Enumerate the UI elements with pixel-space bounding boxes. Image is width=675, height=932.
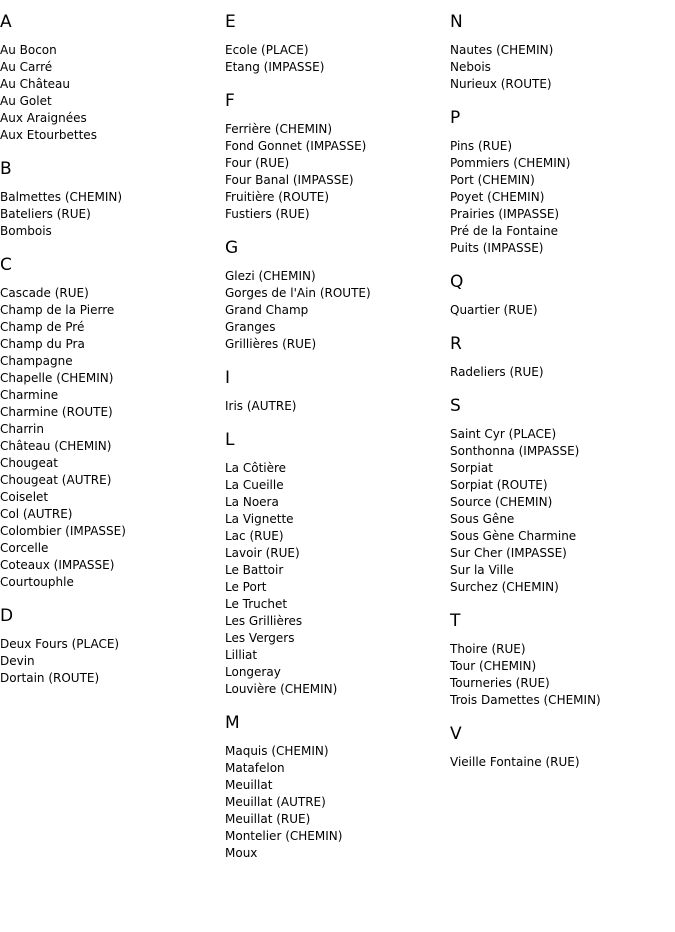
street-index-column-3 — [450, 0, 675, 786]
street-list — [225, 42, 450, 76]
street-item[interactable]: Ecole (PLACE) — [225, 43, 309, 57]
street-item[interactable]: Col (AUTRE) — [0, 507, 73, 521]
street-list — [450, 754, 675, 771]
street-list — [450, 42, 675, 93]
street-item[interactable]: Sorpiat (ROUTE) — [450, 478, 548, 492]
letter-heading: A — [0, 12, 12, 32]
street-item[interactable]: Four Banal (IMPASSE) — [225, 173, 354, 187]
letter-group-f — [225, 91, 450, 223]
street-list — [225, 398, 450, 415]
street-item[interactable]: Bateliers (RUE) — [0, 207, 91, 221]
street-item[interactable]: Bombois — [0, 224, 52, 238]
street-item[interactable]: Sur la Ville — [450, 563, 514, 577]
street-item[interactable]: Iris (AUTRE) — [225, 399, 297, 413]
letter-group-p — [450, 108, 675, 257]
letter-group-i — [225, 368, 450, 415]
street-item[interactable]: Pins (RUE) — [450, 139, 513, 153]
street-list — [225, 460, 450, 698]
letter-heading: I — [225, 368, 231, 388]
street-item[interactable]: Thoire (RUE) — [450, 642, 526, 656]
street-list — [0, 42, 225, 144]
street-item[interactable]: Sonthonna (IMPASSE) — [450, 444, 580, 458]
street-item[interactable]: Le Battoir — [225, 563, 284, 577]
letter-heading: V — [450, 724, 462, 744]
street-list — [450, 138, 675, 257]
letter-group-e — [225, 12, 450, 76]
street-list — [0, 189, 225, 240]
street-item[interactable]: Château (CHEMIN) — [0, 439, 112, 453]
street-item[interactable]: Courtouphle — [0, 575, 74, 589]
street-item[interactable]: Sous Gêne — [450, 512, 515, 526]
street-item[interactable]: La Cueille — [225, 478, 284, 492]
street-item[interactable]: Deux Fours (PLACE) — [0, 637, 120, 651]
letter-group-v — [450, 724, 675, 771]
street-list — [225, 121, 450, 223]
street-list — [0, 285, 225, 591]
street-item[interactable]: Le Port — [225, 580, 267, 594]
street-item[interactable]: Fruitière (ROUTE) — [225, 190, 330, 204]
street-item[interactable]: Nurieux (ROUTE) — [450, 77, 552, 91]
letter-group-q — [450, 272, 675, 319]
street-item[interactable]: Les Grillières — [225, 614, 303, 628]
street-item[interactable]: Aux Araignées — [0, 111, 87, 125]
street-item[interactable]: Montelier (CHEMIN) — [225, 829, 343, 843]
street-item[interactable]: Charmine — [0, 388, 59, 402]
street-item[interactable]: Fond Gonnet (IMPASSE) — [225, 139, 367, 153]
street-item[interactable]: Champagne — [0, 354, 73, 368]
letter-group-r — [450, 334, 675, 381]
street-item[interactable]: Tourneries (RUE) — [450, 676, 550, 690]
street-item[interactable]: Le Truchet — [225, 597, 288, 611]
street-item[interactable]: Puits (IMPASSE) — [450, 241, 544, 255]
street-item[interactable]: Meuillat — [225, 778, 273, 792]
letter-group-c — [0, 255, 225, 591]
street-item[interactable]: Pré de la Fontaine — [450, 224, 559, 238]
letter-group-t — [450, 611, 675, 709]
letter-group-a — [0, 12, 225, 144]
street-index-column-2 — [225, 0, 450, 877]
street-list — [450, 426, 675, 596]
letter-group-m — [225, 713, 450, 862]
street-item[interactable]: Four (RUE) — [225, 156, 290, 170]
letter-group-l — [225, 430, 450, 698]
street-list — [450, 364, 675, 381]
street-item[interactable]: Prairies (IMPASSE) — [450, 207, 560, 221]
street-list — [0, 636, 225, 687]
street-item[interactable]: La Côtière — [225, 461, 287, 475]
street-item[interactable]: Champ du Pra — [0, 337, 85, 351]
street-item[interactable]: Sorpiat — [450, 461, 493, 475]
letter-heading: C — [0, 255, 12, 275]
street-item[interactable]: Cascade (RUE) — [0, 286, 89, 300]
street-index-column-1 — [0, 0, 225, 702]
street-item[interactable]: Champ de Pré — [0, 320, 85, 334]
letter-heading: S — [450, 396, 461, 416]
street-item[interactable]: Surchez (CHEMIN) — [450, 580, 559, 594]
letter-heading: Q — [450, 272, 464, 292]
street-item[interactable]: Saint Cyr (PLACE) — [450, 427, 557, 441]
street-item[interactable]: Vieille Fontaine (RUE) — [450, 755, 580, 769]
street-item[interactable]: Grand Champ — [225, 303, 309, 317]
letter-heading: P — [450, 108, 461, 128]
street-item[interactable]: Corcelle — [0, 541, 49, 555]
street-list — [225, 743, 450, 862]
street-item[interactable]: Nebois — [450, 60, 491, 74]
letter-group-b — [0, 159, 225, 240]
street-item[interactable]: Meuillat (AUTRE) — [225, 795, 326, 809]
letter-heading: M — [225, 713, 240, 733]
street-item[interactable]: Matafelon — [225, 761, 285, 775]
letter-group-g — [225, 238, 450, 353]
letter-heading: E — [225, 12, 236, 32]
letter-heading: N — [450, 12, 463, 32]
letter-heading: G — [225, 238, 239, 258]
street-item[interactable]: La Noera — [225, 495, 279, 509]
street-item[interactable]: Les Vergers — [225, 631, 295, 645]
street-item[interactable]: Etang (IMPASSE) — [225, 60, 325, 74]
street-item[interactable]: Ferrière (CHEMIN) — [225, 122, 333, 136]
letter-heading: T — [450, 611, 461, 631]
letter-group-d — [0, 606, 225, 687]
street-item[interactable]: Champ de la Pierre — [0, 303, 115, 317]
street-item[interactable]: Pommiers (CHEMIN) — [450, 156, 571, 170]
street-item[interactable]: Sous Gène Charmine — [450, 529, 577, 543]
street-item[interactable]: Granges — [225, 320, 276, 334]
letter-heading: D — [0, 606, 14, 626]
letter-group-s — [450, 396, 675, 596]
street-item[interactable]: Lilliat — [225, 648, 258, 662]
street-item[interactable]: Lavoir (RUE) — [225, 546, 300, 560]
street-item[interactable]: Fustiers (RUE) — [225, 207, 310, 221]
street-item[interactable]: Balmettes (CHEMIN) — [0, 190, 123, 204]
street-item[interactable]: Colombier (IMPASSE) — [0, 524, 126, 538]
street-item[interactable]: Gorges de l'Ain (ROUTE) — [225, 286, 371, 300]
street-item[interactable]: Coteaux (IMPASSE) — [0, 558, 115, 572]
street-item[interactable]: Moux — [225, 846, 258, 860]
street-item[interactable]: Devin — [0, 654, 35, 668]
letter-heading: F — [225, 91, 235, 111]
street-item[interactable]: La Vignette — [225, 512, 294, 526]
street-item[interactable]: Louvière (CHEMIN) — [225, 682, 338, 696]
street-item[interactable]: Au Bocon — [0, 43, 57, 57]
street-list — [450, 302, 675, 319]
street-item[interactable]: Tour (CHEMIN) — [450, 659, 537, 673]
letter-heading: L — [225, 430, 235, 450]
street-item[interactable]: Sur Cher (IMPASSE) — [450, 546, 567, 560]
street-item[interactable]: Source (CHEMIN) — [450, 495, 553, 509]
street-item[interactable]: Poyet (CHEMIN) — [450, 190, 545, 204]
street-item[interactable]: Charrin — [0, 422, 44, 436]
letter-group-n — [450, 12, 675, 93]
street-item[interactable]: Glezi (CHEMIN) — [225, 269, 316, 283]
letter-heading: R — [450, 334, 462, 354]
street-item[interactable]: Au Golet — [0, 94, 52, 108]
street-item[interactable]: Coiselet — [0, 490, 49, 504]
street-item[interactable]: Chougeat (AUTRE) — [0, 473, 112, 487]
street-item[interactable]: Quartier (RUE) — [450, 303, 538, 317]
letter-heading: B — [0, 159, 12, 179]
street-item[interactable]: Chougeat — [0, 456, 58, 470]
street-item[interactable]: Chapelle (CHEMIN) — [0, 371, 114, 385]
street-item[interactable]: Lac (RUE) — [225, 529, 284, 543]
street-item[interactable]: Longeray — [225, 665, 281, 679]
street-item[interactable]: Grillières (RUE) — [225, 337, 317, 351]
street-item[interactable]: Port (CHEMIN) — [450, 173, 535, 187]
street-item[interactable]: Maquis (CHEMIN) — [225, 744, 329, 758]
street-item[interactable]: Nautes (CHEMIN) — [450, 43, 554, 57]
street-item[interactable]: Radeliers (RUE) — [450, 365, 544, 379]
street-item[interactable]: Trois Damettes (CHEMIN) — [450, 693, 601, 707]
street-item[interactable]: Au Carré — [0, 60, 53, 74]
street-item[interactable]: Charmine (ROUTE) — [0, 405, 113, 419]
street-item[interactable]: Dortain (ROUTE) — [0, 671, 100, 685]
street-list — [450, 641, 675, 709]
street-item[interactable]: Au Château — [0, 77, 71, 91]
street-item[interactable]: Meuillat (RUE) — [225, 812, 311, 826]
street-list — [225, 268, 450, 353]
street-item[interactable]: Aux Etourbettes — [0, 128, 97, 142]
